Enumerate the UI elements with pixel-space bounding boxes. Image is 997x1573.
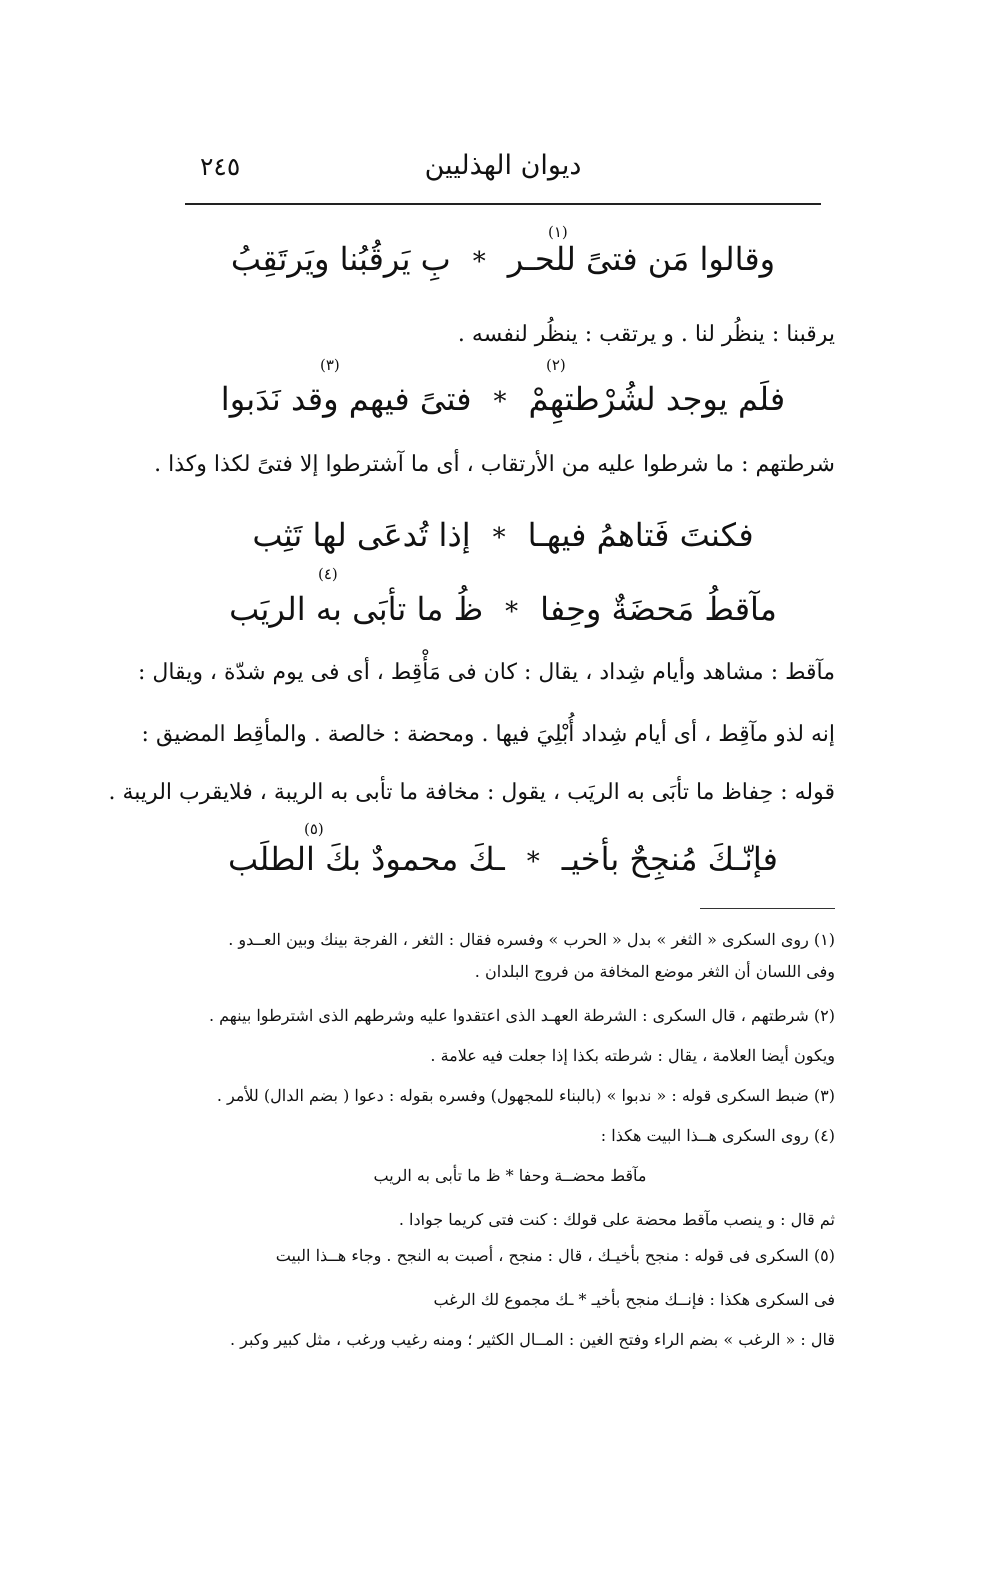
footnote-marker: (٣) (320, 356, 340, 374)
footnote-line: (٢) شرطتهم ، قال السكرى : الشرطة العهـد الذى اعتقدوا عليه وشرطهم الذى اشترطوا بينهم . (208, 1006, 835, 1025)
footnote-rule (700, 908, 835, 909)
verse-line (185, 240, 821, 278)
verse-first-hemistich: فكنتَ فَتاهمُ فيهـا (527, 516, 754, 554)
footnote-marker: (٤) (318, 565, 338, 583)
footnote-marker: (٢) (546, 356, 566, 374)
verse-second-hemistich: فتىً فيهم وقد نَدَبوا (220, 380, 472, 418)
verse-separator: * (493, 387, 507, 417)
verse-line (185, 590, 821, 628)
footnote-line: (٣) ضبط السكرى قوله : « ندبوا » (بالبناء للمجهول) وفسره بقوله : دعوا ( بضم الدال) للأمر . (216, 1086, 835, 1105)
footnote-line: (٤) روى السكرى هــذا البيت هكذا : (600, 1126, 835, 1145)
verse-first-hemistich: فإنّـكَ مُنجِحٌ بأخيـ (561, 840, 778, 878)
footnote-line: فى السكرى هكذا : فإنــك منجح بأخيـ * ـك مجموع لك الرغب (433, 1290, 835, 1309)
verse-separator: * (505, 597, 519, 627)
footnote-line: ثم قال : و ينصب مآقط محضة على قولك : كنت فتى كريما جوادا . (398, 1210, 835, 1229)
verse-second-hemistich: ظُ ما تأبَى به الريَب (229, 590, 484, 628)
verse-second-hemistich: بِ يَرقُبُنا ويَرتَقِبُ (230, 240, 451, 278)
verse-separator: * (492, 523, 506, 553)
footnote-line: (١) روى السكرى « الثغر » بدل « الحرب » وفسره فقال : الثغر ، الفرجة بينك وبين العــدو . (228, 930, 835, 949)
verse-second-hemistich: إذا تُدعَى لها تَثِب (252, 516, 471, 554)
commentary-line: مآقط : مشاهد وأيام شِداد ، يقال : كان فى مَأْقِط ، أى فى يوم شدّة ، ويقال : (137, 660, 835, 685)
verse-first-hemistich: وقالوا مَن فتىً للحـر (507, 240, 776, 278)
verse-line (185, 516, 821, 554)
verse-separator: * (472, 247, 486, 277)
page-number: ٢٤٥ (200, 152, 241, 181)
footnote-line: قال : « الرغب » بضم الراء وفتح الغين : المــال الكثير ؛ ومنه رغيب ورغب ، مثل كبير وكبر . (229, 1330, 835, 1349)
header-rule (185, 203, 821, 205)
footnote-marker: (٥) (304, 820, 324, 838)
commentary-line: قوله : حِفاظ ما تأبَى به الريَب ، يقول : مخافة ما تأبى به الريبة ، فلايقرب الريبة . (108, 780, 835, 805)
verse-line (185, 840, 821, 878)
verse-separator: * (526, 847, 540, 877)
commentary-line: إنه لذو مآقِط ، أى أيام شِداد أُبْلِيَ فيها . ومحضة : خالصة . والمأقِط المضيق : (141, 722, 835, 747)
page-header (185, 150, 821, 196)
running-title: ديوان الهذليين (424, 150, 582, 181)
verse-first-hemistich: فلَم يوجد لشُرْطتهِمْ (528, 380, 786, 418)
footnote-line: ويكون أيضا العلامة ، يقال : شرطته بكذا إذا جعلت فيه علامة . (430, 1046, 835, 1065)
footnote-line: وفى اللسان أن الثغر موضع المخافة من فروج البلدان . (474, 962, 835, 981)
verse-first-hemistich: مآقطُ مَحضَةٌ وحِفا (540, 590, 777, 628)
footnote-verse: مآقط محضــة وحفا * ظ ما تأبى به الريب (373, 1166, 647, 1185)
footnote-marker: (١) (548, 223, 568, 241)
commentary-line: شرطتهم : ما شرطوا عليه من الأرتقاب ، أى ما آشترطوا إلا فتىً لكذا وكذا . (154, 452, 835, 477)
commentary-line: يرقبنا : ينظُر لنا . و يرتقب : ينظُر لنفسه . (457, 322, 835, 347)
verse-second-hemistich: ـكَ محمودٌ بكَ الطلَب (228, 840, 505, 878)
footnote-line: (٥) السكرى فى قوله : منجح بأخيـك ، قال : منجح ، أصبت به النجح . وجاء هــذا البيت (275, 1246, 835, 1265)
verse-line (185, 380, 821, 418)
